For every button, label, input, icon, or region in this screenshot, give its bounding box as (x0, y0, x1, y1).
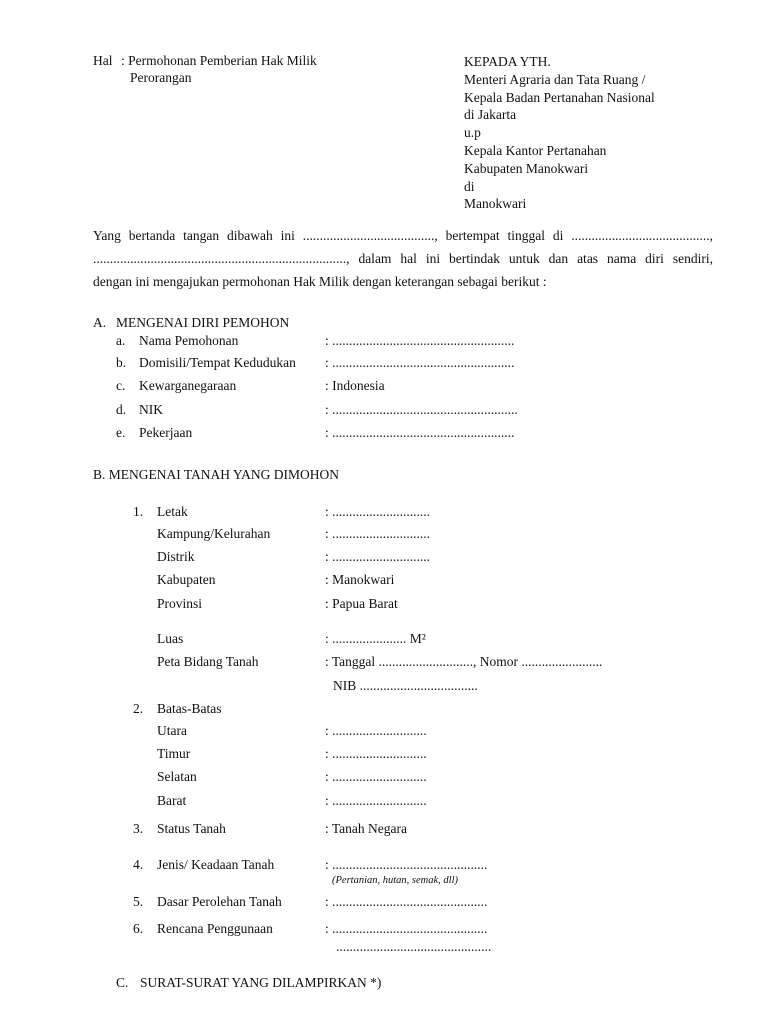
item-marker: a. (116, 333, 126, 348)
item-marker: c. (116, 378, 126, 393)
rencana-label: Rencana Penggunaan (157, 921, 273, 936)
item-value: : ...................................................... (325, 425, 515, 440)
batas-timur-value: : ............................ (325, 746, 427, 761)
batas-number: 2. (133, 701, 144, 716)
batas-utara-value: : ............................ (325, 723, 427, 738)
recipient-line: Kabupaten Manokwari (464, 160, 589, 176)
item-label: Kewarganegaraan (139, 378, 237, 393)
item-marker: d. (116, 402, 127, 417)
hal-subject-line2: Perorangan (130, 70, 192, 85)
item-label: Pekerjaan (139, 425, 193, 440)
letak-number: 1. (133, 504, 144, 519)
batas-title: Batas-Batas (157, 701, 222, 716)
item-value: : ...................................................... (325, 333, 515, 348)
status-number: 3. (133, 821, 144, 836)
status-value: : Tanah Negara (325, 821, 408, 836)
item-value: : ....................................................... (325, 402, 518, 417)
status-label: Status Tanah (157, 821, 226, 836)
item-label: Domisili/Tempat Kedudukan (139, 355, 296, 370)
distrik-value: : ............................. (325, 549, 431, 564)
item-value: : ...................................................... (325, 355, 515, 370)
luas-value: : ...................... M² (325, 631, 426, 646)
kabupaten-value: : Manokwari (325, 572, 395, 587)
recipient-line: Kepala Badan Pertanahan Nasional (464, 89, 655, 105)
dasar-label: Dasar Perolehan Tanah (157, 894, 282, 909)
recipient-block (464, 53, 655, 213)
luas-label: Luas (157, 631, 184, 646)
provinsi-label: Provinsi (157, 596, 203, 611)
hal-label: Hal (93, 53, 113, 68)
rencana-value-continued: .............................................. (336, 939, 492, 954)
batas-selatan-value: : ............................ (325, 769, 427, 784)
batas-barat-value: : ............................ (325, 793, 427, 808)
intro-line-1: Yang bertanda tangan dibawah ini ......................................., bertempat tinggal di ........................................., (93, 228, 713, 243)
batas-utara-label: Utara (157, 723, 187, 738)
item-marker: b. (116, 355, 127, 370)
distrik-label: Distrik (157, 549, 195, 564)
letak-label: Letak (157, 504, 188, 519)
batas-timur-label: Timur (157, 746, 191, 761)
hal-subject-line1: : Permohonan Pemberian Hak Milik (121, 53, 317, 68)
recipient-line: di Jakarta (464, 107, 517, 123)
dasar-number: 5. (133, 894, 144, 909)
provinsi-value: : Papua Barat (325, 596, 398, 611)
jenis-value: : .............................................. (325, 857, 488, 872)
recipient-line: Manokwari (464, 196, 527, 212)
section-b-title: B. MENGENAI TANAH YANG DIMOHON (93, 467, 340, 482)
section-c-title: SURAT-SURAT YANG DILAMPIRKAN *) (140, 975, 382, 990)
intro-line-3: dengan ini mengajukan permohonan Hak Milik dengan keterangan sebagai berikut : (93, 274, 547, 289)
intro-line-2: ..........................................................................., dalam hal ini bertindak untuk dan atas nama diri sendiri, (93, 251, 713, 266)
item-label: NIK (139, 402, 163, 417)
kelurahan-label: Kampung/Kelurahan (157, 526, 271, 541)
section-c-marker: C. (116, 975, 129, 990)
recipient-line: Kepala Kantor Pertanahan (464, 142, 607, 158)
peta-value: : Tanggal ............................, Nomor ........................ (325, 654, 603, 669)
recipient-line: u.p (464, 125, 481, 141)
recipient-line: Menteri Agraria dan Tata Ruang / (464, 71, 646, 87)
item-value: : Indonesia (325, 378, 385, 393)
letak-value: : ............................. (325, 504, 431, 519)
jenis-label: Jenis/ Keadaan Tanah (157, 857, 275, 872)
peta-label: Peta Bidang Tanah (157, 654, 259, 669)
section-a-title: MENGENAI DIRI PEMOHON (116, 315, 290, 330)
nib-value: NIB ................................... (333, 678, 478, 693)
recipient-line: KEPADA YTH. (464, 54, 551, 69)
jenis-note: (Pertanian, hutan, semak, dll) (332, 875, 458, 886)
jenis-number: 4. (133, 857, 144, 872)
rencana-number: 6. (133, 921, 144, 936)
batas-barat-label: Barat (157, 793, 187, 808)
item-marker: e. (116, 425, 126, 440)
batas-selatan-label: Selatan (157, 769, 197, 784)
section-a-marker: A. (93, 315, 107, 330)
recipient-line: di (464, 178, 475, 194)
rencana-value: : .............................................. (325, 921, 488, 936)
kabupaten-label: Kabupaten (157, 572, 216, 587)
item-label: Nama Pemohonan (139, 333, 239, 348)
kelurahan-value: : ............................. (325, 526, 431, 541)
dasar-value: : .............................................. (325, 894, 488, 909)
